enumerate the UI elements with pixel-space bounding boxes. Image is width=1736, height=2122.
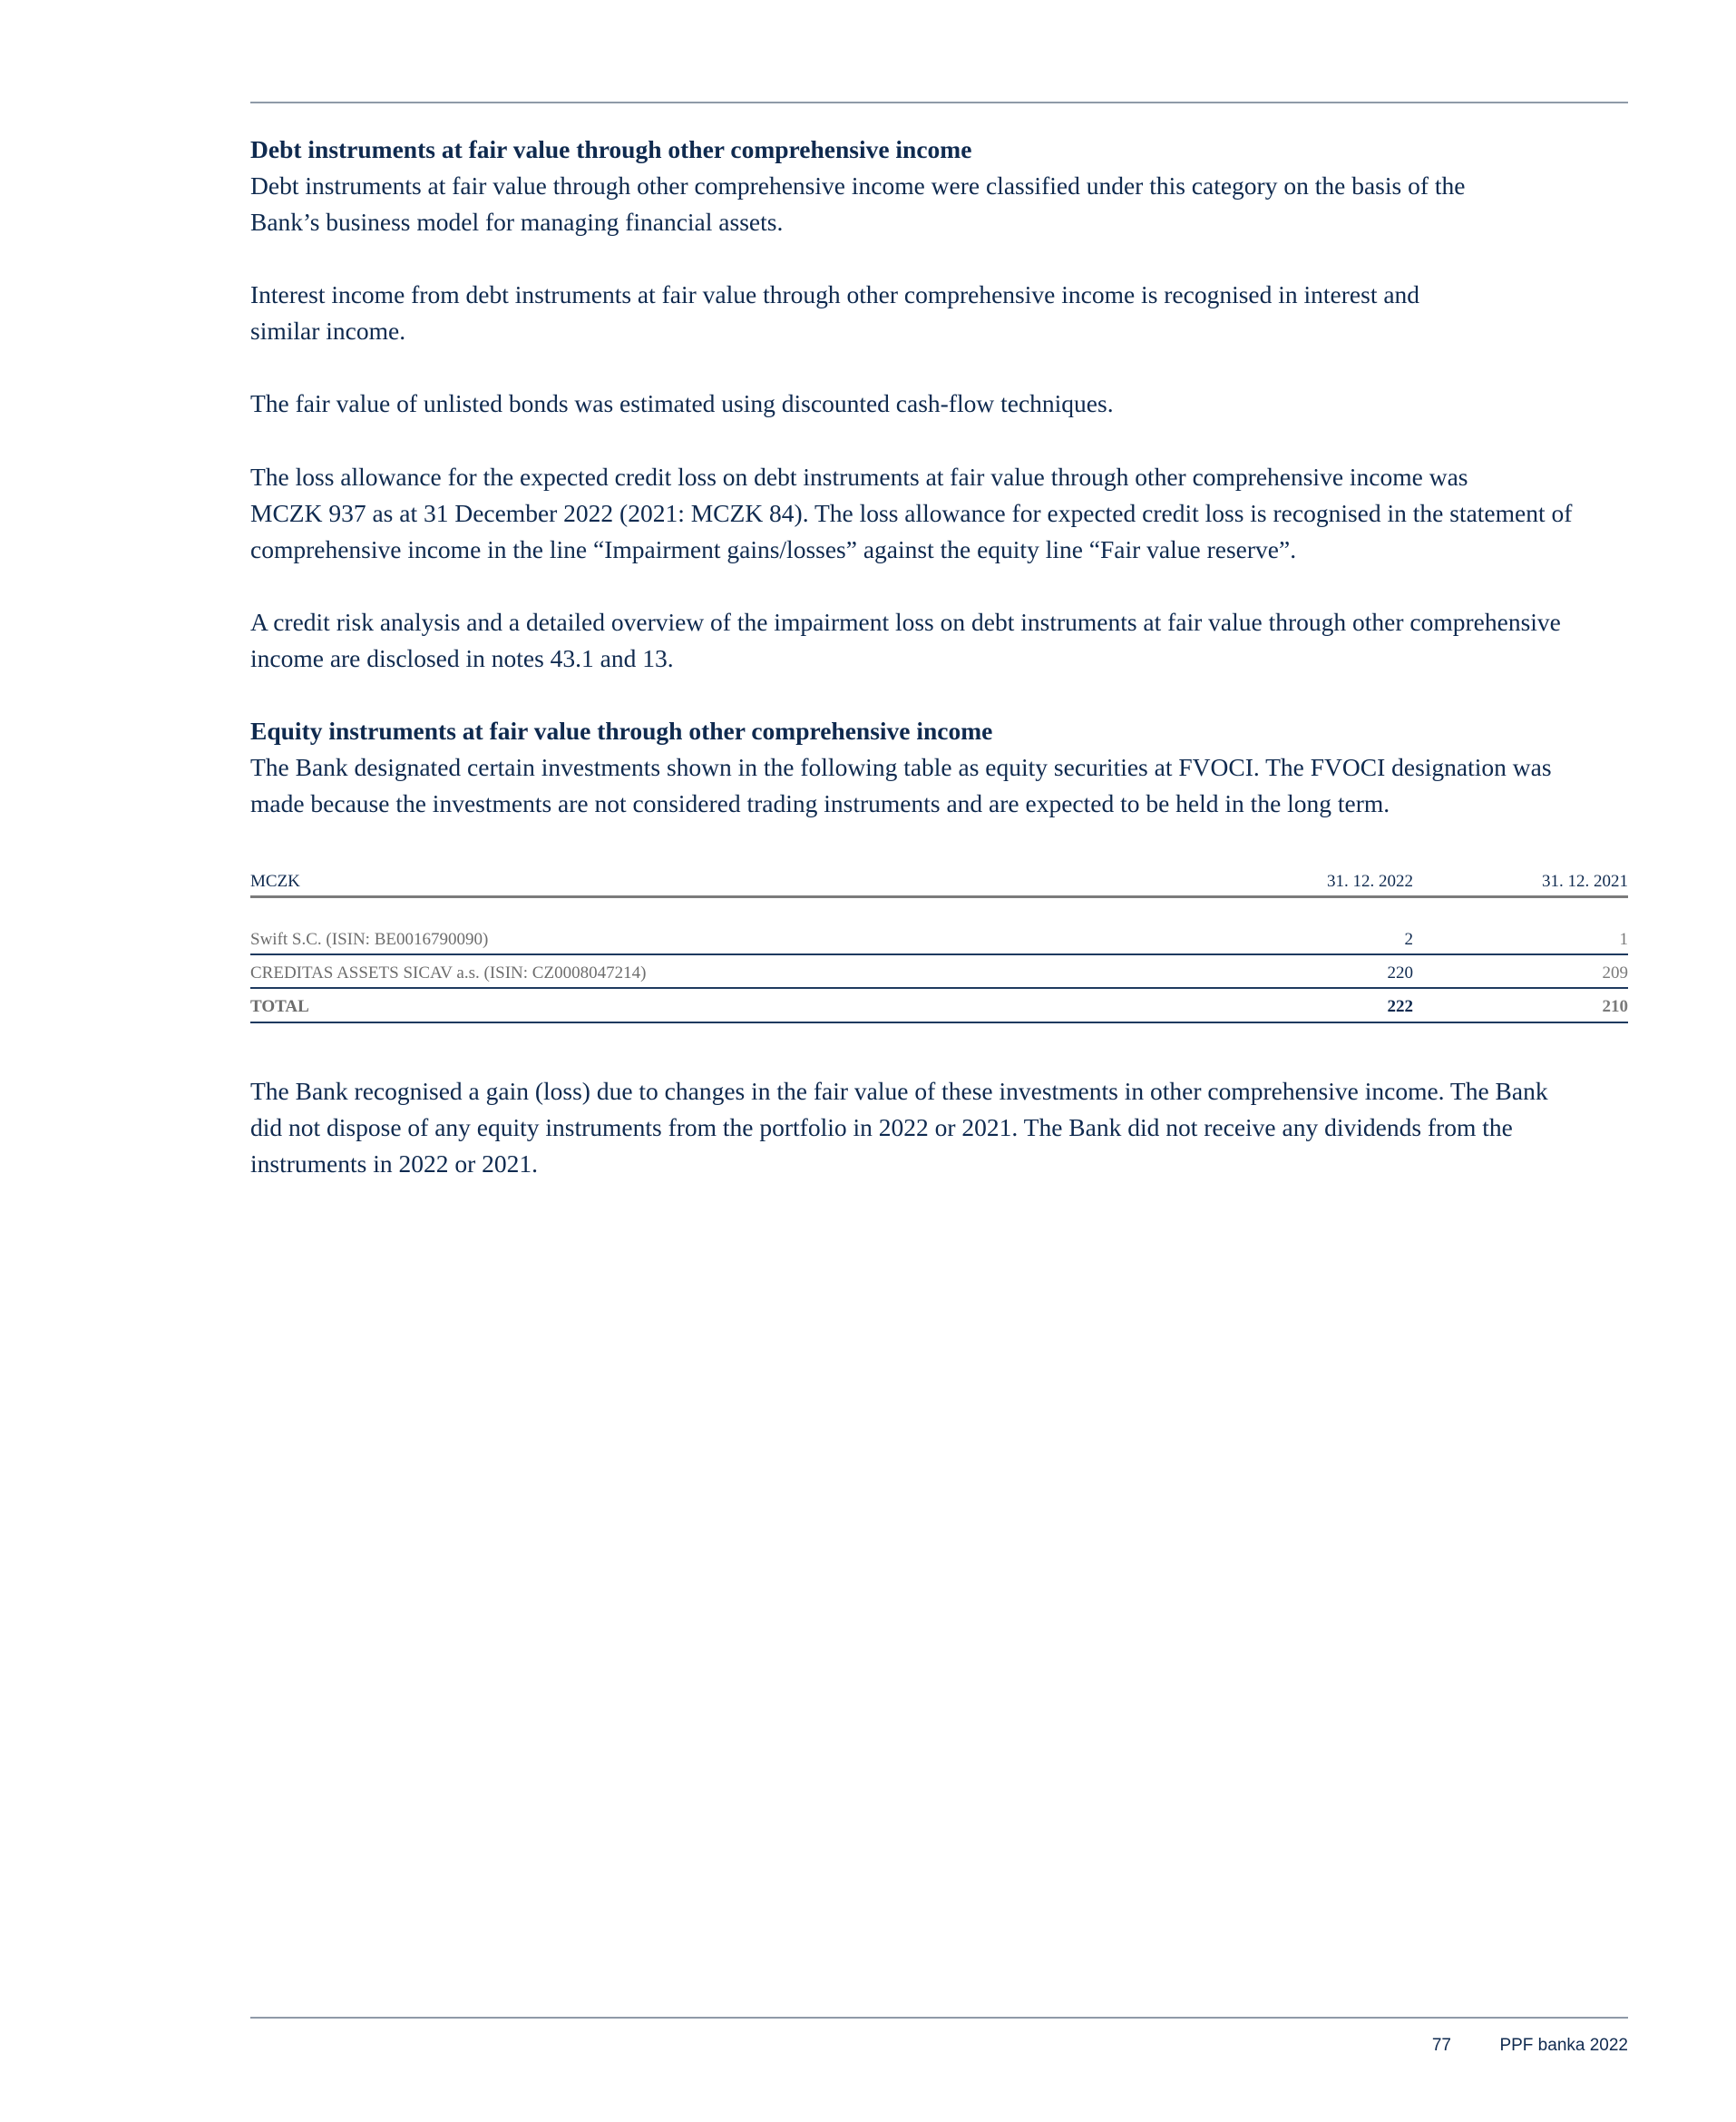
text-line: The fair value of unlisted bonds was estimated using discounted cash-flow techniques. (250, 389, 1114, 417)
text-line: made because the investments are not considered trading instruments and are expected to be held in the long term. (250, 789, 1390, 817)
footer-publication-title: PPF banka 2022 (1499, 2036, 1628, 2055)
row-label: Swift S.C. (ISIN: BE0016790090) (250, 930, 489, 949)
header-rule (250, 102, 1628, 103)
text-line: Debt instruments at fair value through other comprehensive income were classified under this category on the basis of the (250, 171, 1466, 200)
column-header-2021: 31. 12. 2021 (1542, 872, 1628, 891)
text-line: comprehensive income in the line “Impairment gains/losses” against the equity line “Fair value reserve”. (250, 535, 1297, 563)
text-line: MCZK 937 as at 31 December 2022 (2021: MCZK 84). The loss allowance for expected credit loss is recognised in the statement of (250, 499, 1573, 527)
text-line: A credit risk analysis and a detailed overview of the impairment loss on debt instruments at fair value through other comprehensive (250, 608, 1561, 636)
text-line: Interest income from debt instruments at fair value through other comprehensive income is recognised in interest and (250, 280, 1420, 308)
text-line: did not dispose of any equity instruments from the portfolio in 2022 or 2021. The Bank did not receive any dividends from the (250, 1113, 1513, 1141)
section-heading-debt: Debt instruments at fair value through other comprehensive income (250, 135, 972, 163)
total-2021: 210 (1602, 997, 1628, 1016)
page-number: 77 (1431, 2036, 1451, 2055)
column-header-unit: MCZK (250, 872, 300, 891)
total-2022: 222 (1387, 997, 1413, 1016)
text-line: instruments in 2022 or 2021. (250, 1149, 539, 1178)
text-line: The Bank recognised a gain (loss) due to changes in the fair value of these investments in other comprehensive income. The Bank (250, 1077, 1548, 1105)
table-header-rule (250, 895, 1628, 898)
equity-instruments-table (250, 866, 1628, 1030)
row-label: CREDITAS ASSETS SICAV a.s. (ISIN: CZ0008047214) (250, 963, 647, 983)
text-line: similar income. (250, 317, 406, 345)
value-2022: 2 (1404, 930, 1413, 949)
column-header-2022: 31. 12. 2022 (1327, 872, 1413, 891)
total-label: TOTAL (250, 997, 309, 1016)
text-line: income are disclosed in notes 43.1 and 13. (250, 644, 674, 672)
value-2021: 209 (1602, 963, 1628, 983)
row-divider (250, 953, 1628, 955)
row-divider (250, 987, 1628, 989)
text-line: Bank’s business model for managing financial assets. (250, 208, 784, 236)
footer-rule (250, 2017, 1628, 2019)
text-line: The Bank designated certain investments shown in the following table as equity securities at FVOCI. The FVOCI designation was (250, 753, 1552, 781)
section-heading-equity: Equity instruments at fair value through other comprehensive income (250, 717, 993, 745)
value-2021: 1 (1619, 930, 1628, 949)
text-line: The loss allowance for the expected credit loss on debt instruments at fair value through other comprehensive income was (250, 463, 1468, 491)
value-2022: 220 (1387, 963, 1413, 983)
table-bottom-rule (250, 1022, 1628, 1023)
